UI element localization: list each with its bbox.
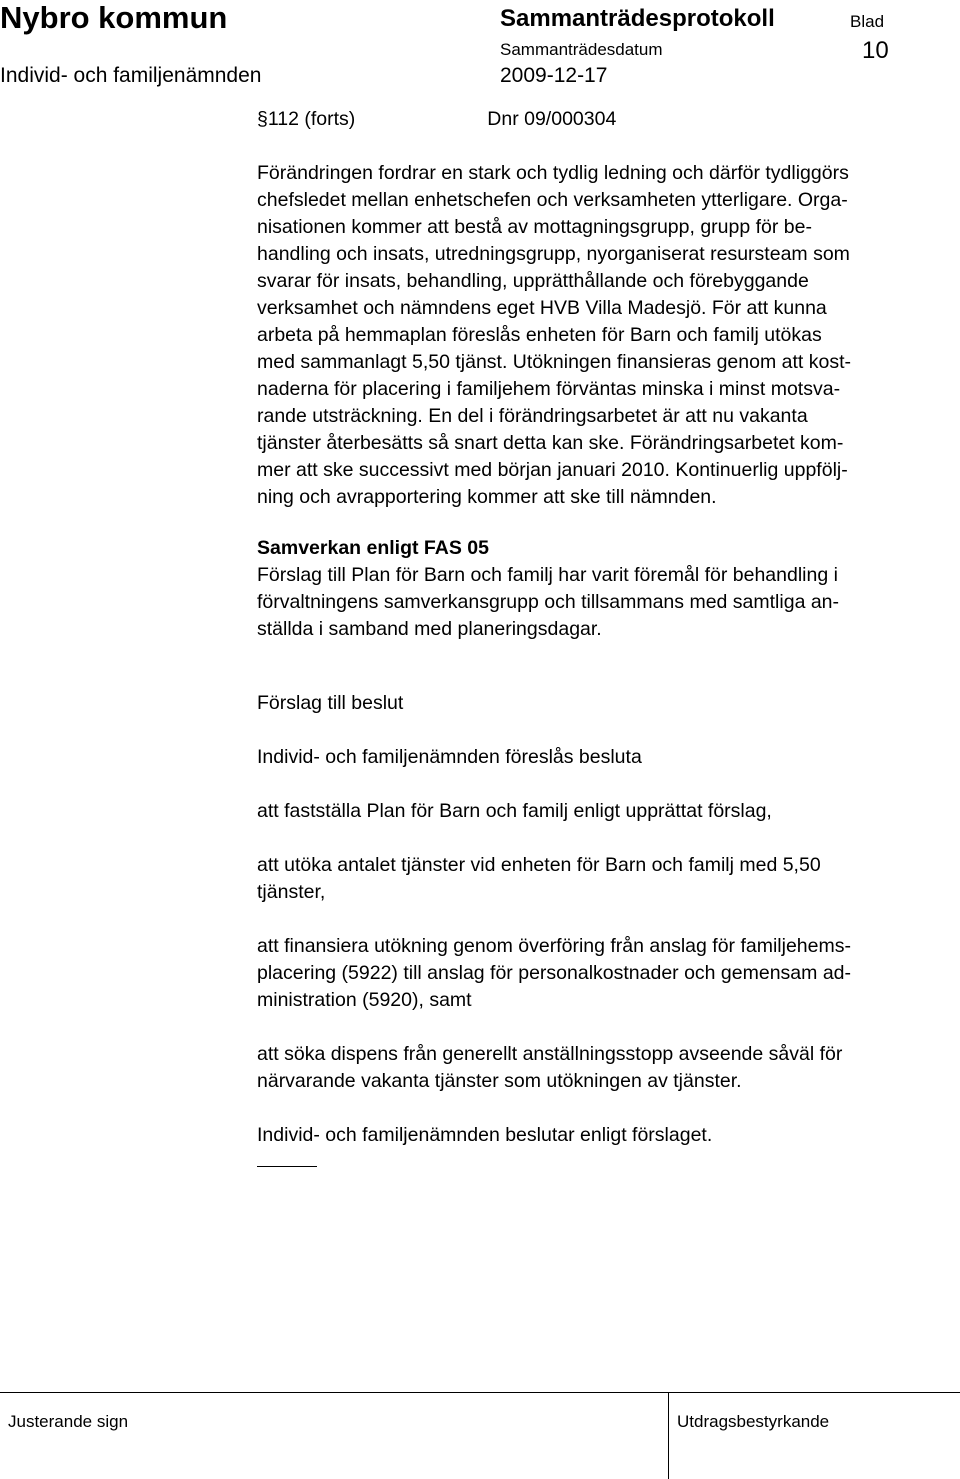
body-paragraph	[257, 160, 960, 511]
justerande-box	[0, 1392, 668, 1479]
page-label: Blad	[850, 12, 885, 31]
paragraph-ref: 112 (forts)	[267, 108, 356, 130]
paragraph-line: Förändringen fordrar en stark och tydlig ledning och därför tydliggörs	[257, 162, 849, 184]
organization-name: Nybro kommun	[0, 0, 228, 35]
paragraph-line: ning och avrapportering kommer att ske till nämnden.	[257, 486, 717, 508]
paragraph-line: tjänster återbesätts så snart detta kan ske. Förändringsarbetet kom-	[257, 432, 844, 454]
paragraph-line: nisationen kommer att bestå av mottagningsgrupp, grupp för be-	[257, 216, 812, 238]
justerande-label: Justerande sign	[8, 1412, 129, 1431]
decision-item-cont: tjänster,	[257, 881, 326, 903]
decision-item: att finansiera utökning genom överföring från anslag för familjehems-	[257, 935, 851, 957]
fas-heading: Samverkan enligt FAS 05	[257, 537, 489, 559]
decision-item: att söka dispens från generellt anställningsstopp avseende såväl för	[257, 1043, 843, 1065]
meeting-date-label: Sammanträdesdatum	[500, 40, 663, 59]
decision-conclusion: Individ- och familjenämnden beslutar enligt förslaget.	[257, 1124, 713, 1146]
decision-item-cont: närvarande vakanta tjänster som utökningen av tjänster.	[257, 1070, 742, 1092]
meeting-date: 2009-12-17	[500, 64, 608, 87]
fas-line: förvaltningens samverkansgrupp och tillsammans med samtliga an-	[257, 591, 840, 613]
paragraph-line: rande utsträckning. En del i förändringsarbetet är att nu vakanta	[257, 405, 808, 427]
department-name: Individ- och familjenämnden	[0, 64, 262, 87]
utdrag-label: Utdragsbestyrkande	[677, 1412, 830, 1431]
protocol-title: Sammanträdesprotokoll	[500, 5, 775, 32]
fas-line: Förslag till Plan för Barn och familj har varit föremål för behandling i	[257, 564, 838, 586]
paragraph-line: arbeta på hemmaplan föreslås enheten för Barn och familj utökas	[257, 324, 822, 346]
decision-item-cont: placering (5922) till anslag för personalkostnader och gemensam ad-	[257, 962, 851, 984]
case-number: Dnr 09/000304	[487, 108, 617, 130]
decision-item: att fastställa Plan för Barn och familj enligt upprättat förslag,	[257, 800, 772, 822]
fas-line: ställda i samband med planeringsdagar.	[257, 618, 602, 640]
decision-item: att utöka antalet tjänster vid enheten för Barn och familj med 5,50	[257, 854, 821, 876]
decision-item-cont: ministration (5920), samt	[257, 989, 472, 1011]
section-reference	[257, 107, 960, 131]
paragraph-line: verksamhet och nämndens eget HVB Villa Madesjö. För att kunna	[257, 297, 827, 319]
paragraph-symbol: §	[257, 108, 268, 130]
paragraph-line: handling och insats, utredningsgrupp, nyorganiserat resursteam som	[257, 243, 850, 265]
utdrag-box	[668, 1392, 960, 1479]
decision-intro: Individ- och familjenämnden föreslås besluta	[257, 746, 642, 768]
paragraph-line: mer att ske successivt med början januari 2010. Kontinuerlig uppfölj-	[257, 459, 848, 481]
decision-section	[257, 690, 960, 1149]
end-rule	[257, 1166, 317, 1167]
paragraph-line: chefsledet mellan enhetschefen och verksamheten ytterligare. Orga-	[257, 189, 848, 211]
fas-section	[257, 535, 960, 643]
signature-footer	[0, 1392, 960, 1479]
page-number: 10	[862, 37, 889, 64]
decision-heading: Förslag till beslut	[257, 692, 404, 714]
paragraph-line: svarar för insats, behandling, upprätthållande och förebyggande	[257, 270, 809, 292]
paragraph-line: naderna för placering i familjehem förväntas minska i minst motsva-	[257, 378, 841, 400]
paragraph-line: med sammanlagt 5,50 tjänst. Utökningen finansieras genom att kost-	[257, 351, 851, 373]
